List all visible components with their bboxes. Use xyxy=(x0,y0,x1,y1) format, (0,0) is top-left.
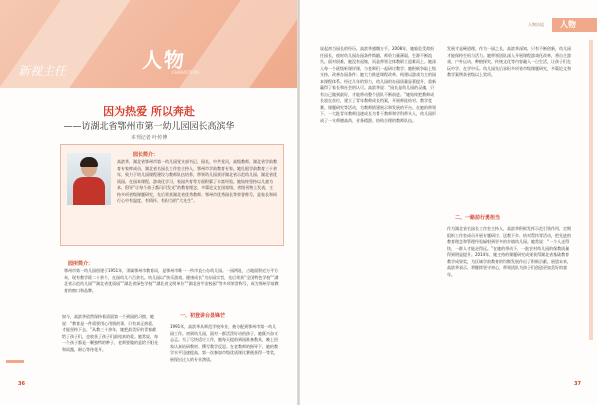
body-column-1: 如今，高滨华依然保持着清晨第一个到园的习惯，她说：“教育是一件需要用心用情的事，只有真正热爱，才能坚持下去。”从教三十余年，她把最美好的青春献给了孩子们，也收获了孩子们最纯真的爱。她常说，每一个孩子都是一颗独特的种子，老师要做的是给予阳光和雨露，耐心等待花开。 xyxy=(62,314,158,352)
profile-label: 园长简介： xyxy=(133,152,159,158)
right-section-heading: 二、一路前行勇担当 xyxy=(455,215,501,221)
page-number-left: 36 xyxy=(18,381,25,387)
side-decoration xyxy=(589,40,593,340)
header-band xyxy=(0,0,298,88)
page-number-right: 37 xyxy=(574,381,581,387)
section-subtitle: CHARACTERS xyxy=(172,70,199,75)
byline: 本刊记者 叶传博 xyxy=(130,135,168,141)
right-section-title: 人物 xyxy=(560,19,576,29)
portrait-body xyxy=(73,177,105,205)
right-body-column-1: 说起初当园长的经历，高滨华感慨万千。2008年，她临危受命担任园长，彼时幼儿园办园条件简陋，师资力量薄弱，生源不断流失。面对困难，她没有退缩，而是带领全体教职工迎难而上。她深入每一个班级听课评课，与老师们一起研讨教学；她积极争取上级支持，改善办园条件；她大力推进课程改革，构建以游戏为主的园本课程体系。经过几年的努力，幼儿园的办园质量显著提升，重新赢得了家长和社会的认可。高滨华说：“园长是幼儿园的灵魂，只有自己做到最好，才能带动整个团队不断前进。”她始终把教师成长放在首位，建立了青年教师成长档案，开展师徒结对、教学竞赛、课题研究等活动，为教师搭建展示和发展的平台。在她的带领下，一大批青年教师迅速成长为骨干教师和学科带头人，幼儿园形成了一支师德高尚、业务精湛、结构合理的教师队伍。 xyxy=(320,46,436,123)
portrait-photo xyxy=(67,153,111,205)
school-intro-text: 鄂州市第一幼儿园创建于1951年，隶属鄂州市教育局，是鄂州市唯一一所市直公办幼儿园。一园两址，占地面积近万平方米，现有教学班二十余个，在园幼儿六百余名。幼儿园以“快乐游戏、健康成长”为办园宗旨，先后荣获“全国特色学校”“湖北省示范幼儿园”“湖北省优质园”“湖北省绿色学校”“湖北省文明单位”“湖北省平安校园”等多项荣誉称号，成为鄂州学前教育的窗口和品牌。 xyxy=(64,268,279,293)
portrait-hair xyxy=(80,157,98,167)
column-brand: 新视主任 xyxy=(18,64,67,78)
profile-text: 高滨华，湖北省鄂州市第一幼儿园党支部书记、园长，中共党员，高级教师，湖北省学前教育专家库成员、湖北省名园长工作室主持人，鄂州市学前教育专家。她扎根学前教育三十余年，致力于幼儿园课程建设与教师队伍培养，带领幼儿园获评湖北省示范幼儿园、湖北省优质园，在园本课程、游戏化学习、家园共育等方面积累了丰富经验。她始终坚持以儿童为本，倡导“让每个孩子都闪闪发光”的教育理念，多篇论文在国家级、省级刊物上发表，主持多项省级课题研究，先后荣获湖北省优秀教师、鄂州市优秀园长等荣誉称号，是家长和同行心中有温度、有情怀、有担当的“大先生”。 xyxy=(117,159,277,203)
school-intro-label: 园所简介： xyxy=(68,261,94,267)
section-heading: 一、初登讲台显锋芒 xyxy=(180,313,226,319)
right-section-subtitle: 人物访谈 xyxy=(528,22,544,27)
section-title: 人物 xyxy=(142,48,186,72)
right-body-column-3: 作为湖北省名园长工作室主持人，高滨华积极发挥示范引领作用，定期组织工作室成员开展专题研讨、送教下乡、结对帮扶等活动，把先进的教育理念和管理经验辐射到更多的乡镇幼儿园。她常说：“一个人走得快，一群人才能走得远。”在她的带动下，一批农村幼儿园的保教质量得到明显提升。2014年，她主持的课题研究成果获得湖北省基础教育教学成果奖，为区域学前教育的均衡发展作出了积极贡献。展望未来，高滨华表示，将继续坚守初心，带领团队为孩子们创造更加美好的童年。 xyxy=(447,226,571,277)
right-body-column-2: 发展才是硬道理。作为一园之长，高滨华深知，只有不断创新，幼儿园才能保持生机与活力。她带领团队深入开展课程游戏化改革，将自主游戏、户外运动、种植探究、传统文化等内容融入一日生活，让孩子们在玩中学、在学中乐。幼儿园先后承担多项省市级课题研究，多篇论文和教学案例获省级以上奖项。 xyxy=(447,46,571,77)
left-page xyxy=(0,0,298,405)
footer-decoration xyxy=(6,360,24,363)
article-title: 因为热爱 所以奔赴 xyxy=(103,105,195,118)
article-subtitle: ——访湖北省鄂州市第一幼儿园园长高滨华 xyxy=(63,122,235,132)
profile-box xyxy=(60,144,284,246)
body-column-2: 1991年，高滨华从师范学校毕业，被分配到鄂州市第一幼儿园工作。初到幼儿园，面对一群活泼好动的孩子，她既兴奋又忐忑。为了尽快适应工作，她每天提前到园准备教具，晚上回家认真钻研教材、撰写教学反思。在老教师的指导下，她的教学水平迅速提高，第一次参加市级优质课比赛便获得一等奖，展现出过人的专业潜质。 xyxy=(170,324,278,362)
